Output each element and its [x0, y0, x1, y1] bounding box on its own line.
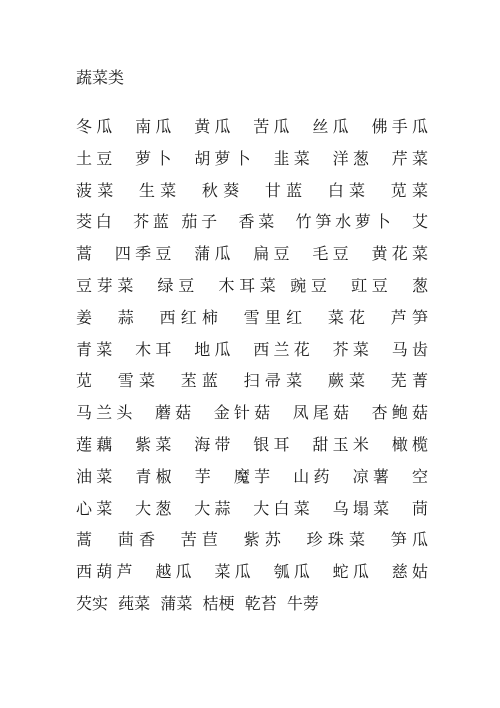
text-line: 菠菜 生菜 秋葵 甘蓝 白菜 苋菜 — [76, 180, 428, 200]
section-heading: 蔬菜类 — [76, 68, 125, 87]
text-line: 蒿 四季豆 蒲瓜 扁豆 毛豆 黄花菜 — [76, 244, 428, 264]
text-line: 茭白 芥蓝 茄子 香菜 竹笋水萝卜 艾 — [76, 212, 428, 232]
text-line: 苋 雪菜 苤蓝 扫帚菜 蕨菜 芜菁 — [76, 371, 428, 391]
text-line: 土豆 萝卜 胡萝卜 韭菜 洋葱 芹菜 — [76, 148, 428, 168]
text-line: 油菜 青椒 芋 魔芋 山药 凉薯 空 — [76, 466, 428, 486]
text-line: 冬瓜 南瓜 黄瓜 苦瓜 丝瓜 佛手瓜 — [76, 117, 428, 136]
text-line: 莲藕 紫菜 海带 银耳 甜玉米 橄榄 — [76, 434, 428, 454]
text-line: 蒿 茴香 苦苣 紫苏 珍珠菜 笋瓜 — [76, 530, 428, 550]
vegetable-list — [76, 111, 428, 620]
text-line: 姜 蒜 西红柿 雪里红 菜花 芦笋 — [76, 307, 428, 327]
text-line: 青菜 木耳 地瓜 西兰花 芥菜 马齿 — [76, 339, 428, 359]
text-line: 豆芽菜 绿豆 木耳菜 豌豆 豇豆 葱 — [76, 275, 428, 295]
text-line: 西葫芦 越瓜 菜瓜 瓠瓜 蛇瓜 慈姑 — [76, 562, 428, 582]
text-line: 心菜 大葱 大蒜 大白菜 乌塌菜 茼 — [76, 498, 428, 518]
text-line: 马兰头 蘑菇 金针菇 凤尾菇 杏鲍菇 — [76, 403, 428, 423]
text-line: 芡实 莼菜 蒲菜 桔梗 乾苔 牛蒡 — [76, 593, 319, 613]
